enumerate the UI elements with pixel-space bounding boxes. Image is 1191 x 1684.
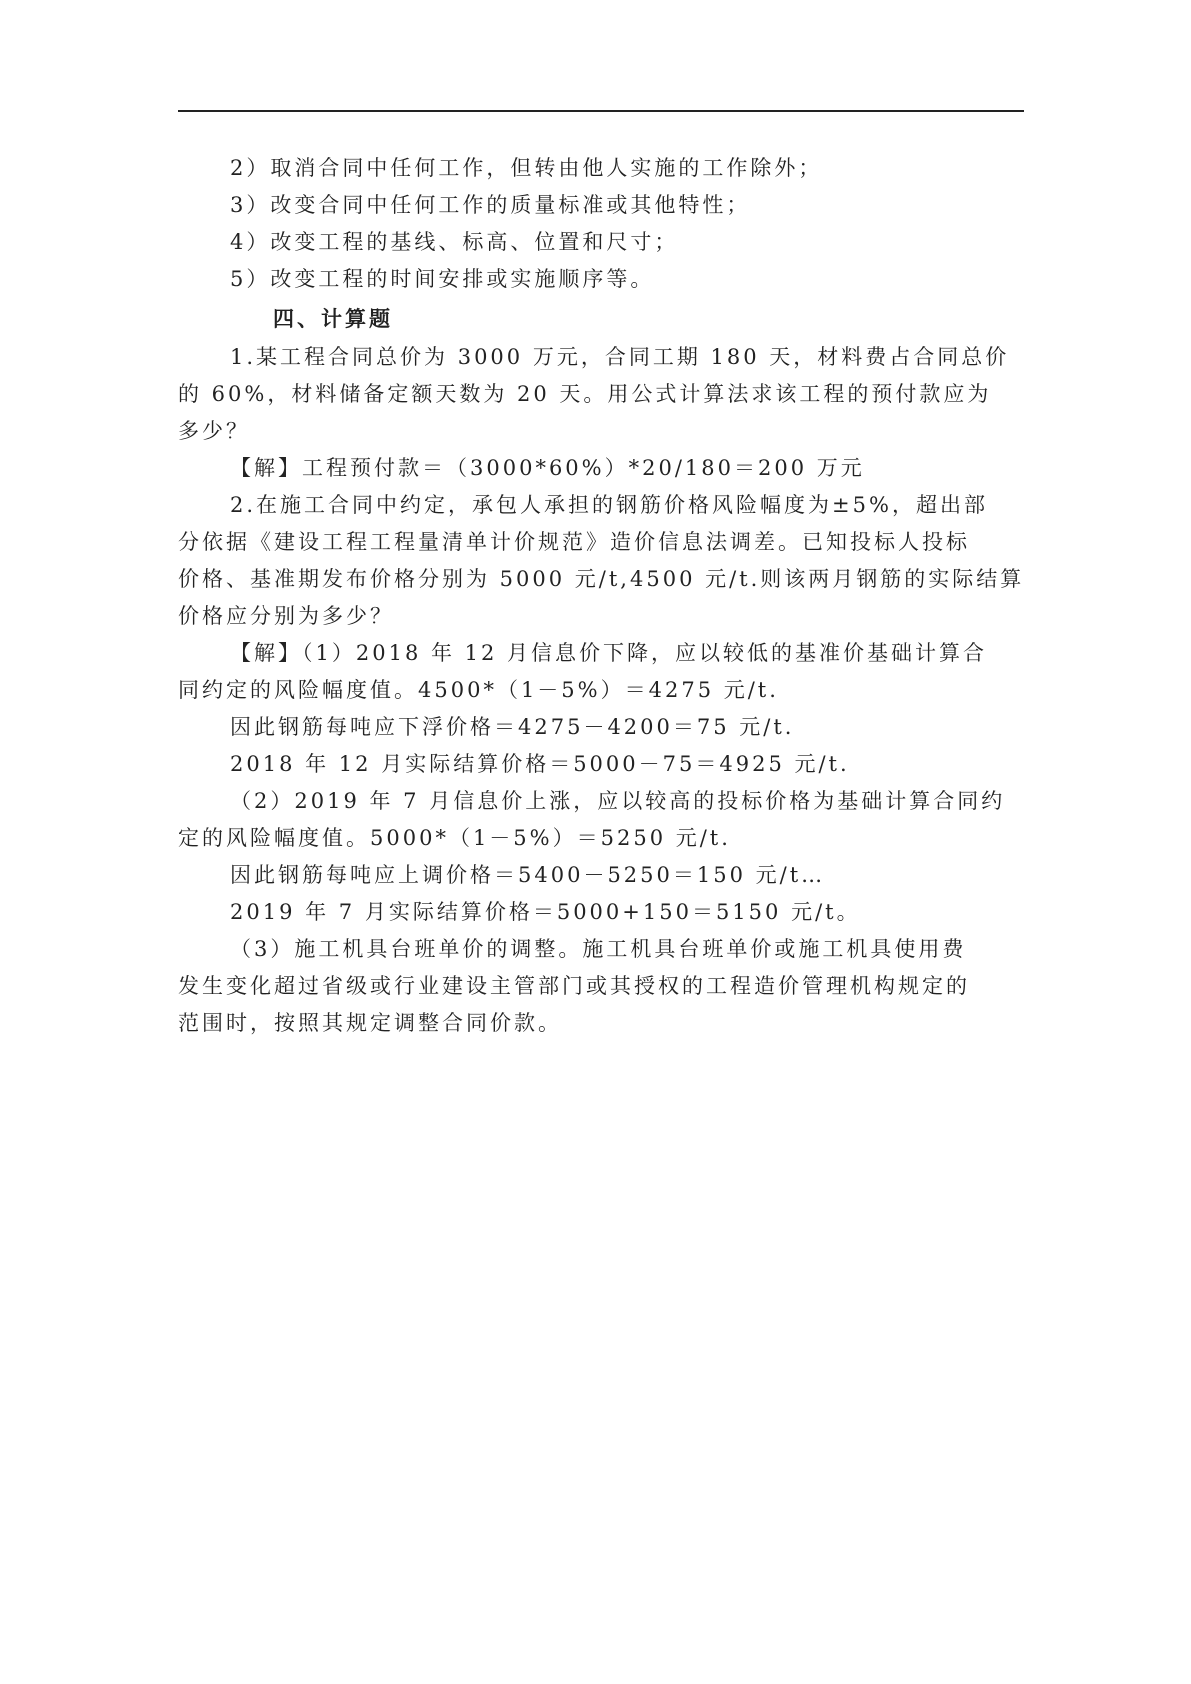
answer-2-line: 2018 年 12 月实际结算价格＝5000－75＝4925 元/t. xyxy=(230,752,850,776)
question-1-line: 的 60%，材料储备定额天数为 20 天。用公式计算法求该工程的预付款应为 xyxy=(178,382,992,406)
header-rule xyxy=(178,110,1024,112)
answer-2-line: 因此钢筋每吨应上调价格＝5400－5250＝150 元/t… xyxy=(230,863,826,887)
answer-1-line: 【解】工程预付款＝（3000*60%）*20/180＝200 万元 xyxy=(230,456,865,480)
list-item: 2）取消合同中任何工作，但转由他人实施的工作除外； xyxy=(230,156,823,180)
question-1-line: 多少？ xyxy=(178,419,250,443)
question-2-line: 2.在施工合同中约定，承包人承担的钢筋价格风险幅度为±5%，超出部 xyxy=(230,493,988,517)
list-item: 4）改变工程的基线、标高、位置和尺寸； xyxy=(230,230,679,254)
question-1-line: 1.某工程合同总价为 3000 万元，合同工期 180 天，材料费占合同总价 xyxy=(230,345,1010,369)
question-2-line: 价格、基准期发布价格分别为 5000 元/t,4500 元/t.则该两月钢筋的实际结算 xyxy=(178,567,1025,591)
answer-2-line: 范围时，按照其规定调整合同价款。 xyxy=(178,1011,562,1035)
answer-2-line: 同约定的风险幅度值。4500*（1－5%）＝4275 元/t. xyxy=(178,678,779,702)
question-2-line: 分依据《建设工程工程量清单计价规范》造价信息法调差。已知投标人投标 xyxy=(178,530,970,554)
answer-2-line: 发生变化超过省级或行业建设主管部门或其授权的工程造价管理机构规定的 xyxy=(178,974,970,998)
question-2-line: 价格应分别为多少？ xyxy=(178,604,394,628)
section-heading: 四、计算题 xyxy=(273,306,393,331)
list-item: 3）改变合同中任何工作的质量标准或其他特性； xyxy=(230,193,751,217)
answer-2-line: 【解】（1）2018 年 12 月信息价下降，应以较低的基准价基础计算合 xyxy=(230,641,988,665)
answer-2-line: （3）施工机具台班单价的调整。施工机具台班单价或施工机具使用费 xyxy=(230,937,967,961)
answer-2-line: 因此钢筋每吨应下浮价格＝4275－4200＝75 元/t. xyxy=(230,715,795,739)
answer-2-line: 2019 年 7 月实际结算价格＝5000+150＝5150 元/t。 xyxy=(230,900,861,924)
list-item: 5）改变工程的时间安排或实施顺序等。 xyxy=(230,267,655,291)
answer-2-line: 定的风险幅度值。5000*（1－5%）＝5250 元/t. xyxy=(178,826,731,850)
document-body xyxy=(178,150,1025,1042)
answer-2-line: （2）2019 年 7 月信息价上涨，应以较高的投标价格为基础计算合同约 xyxy=(230,789,1006,813)
